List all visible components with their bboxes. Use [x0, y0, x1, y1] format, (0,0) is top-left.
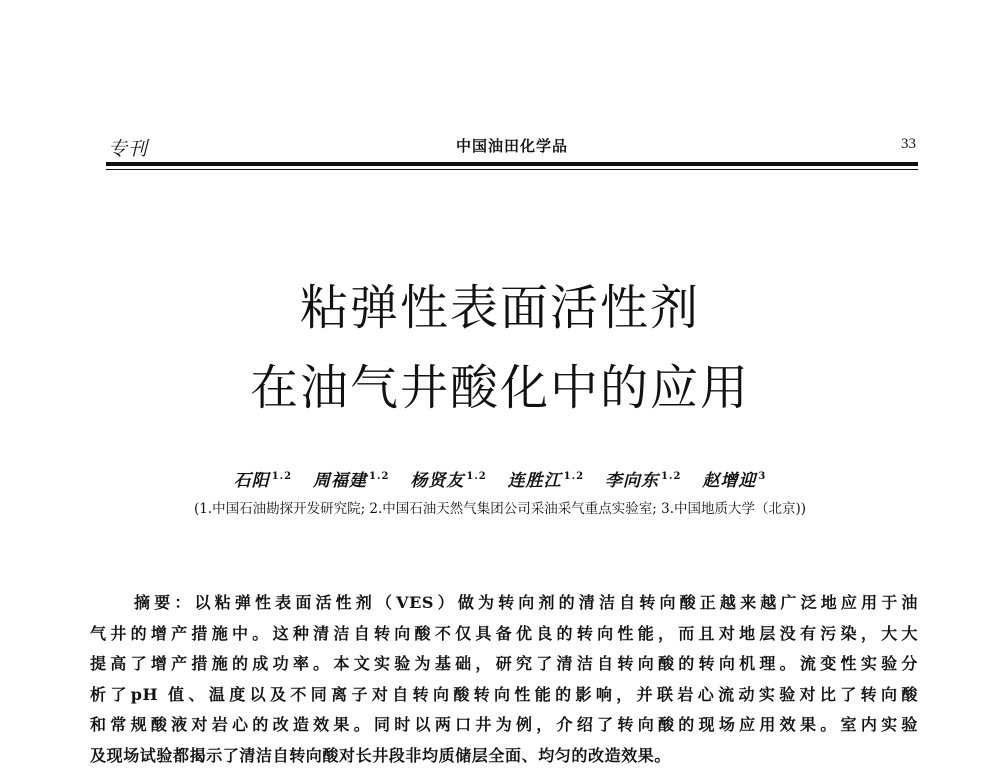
- author-name: 周福建: [313, 471, 367, 491]
- author: [410, 466, 486, 491]
- author: [605, 466, 681, 491]
- author-name: 杨贤友: [410, 471, 464, 491]
- abstract-line: 和常规酸液对岩心的改造效果。同时以两口井为例，介绍了转向酸的现场应用效果。室内实验: [90, 710, 918, 741]
- author-list: [0, 466, 1000, 491]
- header-rule-thick: [106, 162, 918, 166]
- abstract-label: 摘要：: [134, 593, 195, 612]
- author-name: 连胜江: [508, 471, 562, 491]
- author-affiliation-mark: 1.2: [369, 471, 389, 482]
- abstract-text: 以粘弹性表面活性剂（VES）做为转向剂的清洁自转向酸正越来越广泛地应用于油: [195, 593, 919, 612]
- author-affiliation-mark: 1.2: [466, 471, 486, 482]
- author-name: 石阳: [234, 471, 270, 491]
- author: [702, 466, 766, 491]
- author-name: 赵增迎: [702, 471, 756, 491]
- header-rule-thin: [106, 169, 918, 170]
- author-name: 李向东: [605, 471, 659, 491]
- author-affiliation-mark: 1.2: [272, 471, 292, 482]
- abstract-line: 提高了增产措施的成功率。本文实验为基础，研究了清洁自转向酸的转向机理。流变性实验分: [90, 649, 918, 680]
- abstract-line: 气井的增产措施中。这种清洁自转向酸不仅具备优良的转向性能，而且对地层没有污染，大大: [90, 619, 918, 650]
- author-affiliation-mark: 3: [758, 471, 766, 482]
- abstract-line: 及现场试验都揭示了清洁自转向酸对长井段非均质储层全面、均匀的改造效果。: [90, 741, 918, 771]
- author: [234, 466, 292, 491]
- author: [508, 466, 584, 491]
- title-line-1: 粘弹性表面活性剂: [0, 284, 1000, 332]
- page-number: 33: [901, 136, 916, 153]
- journal-name: 中国油田化学品: [106, 135, 918, 156]
- abstract-line: 析了pH 值、温度以及不同离子对自转向酸转向性能的影响，并联岩心流动实验对比了转向酸: [90, 680, 918, 711]
- affiliations: (1.中国石油勘探开发研究院; 2.中国石油天然气集团公司采油采气重点实验室; 3.中国地质大学（北京)): [0, 497, 1000, 517]
- author-affiliation-mark: 1.2: [661, 471, 681, 482]
- section-label: 专刊: [108, 134, 148, 161]
- author: [313, 466, 389, 491]
- author-affiliation-mark: 1.2: [564, 471, 584, 482]
- page-header: [106, 128, 918, 160]
- title-line-2: 在油气井酸化中的应用: [0, 364, 1000, 412]
- abstract: [90, 588, 918, 771]
- abstract-line: [90, 588, 918, 619]
